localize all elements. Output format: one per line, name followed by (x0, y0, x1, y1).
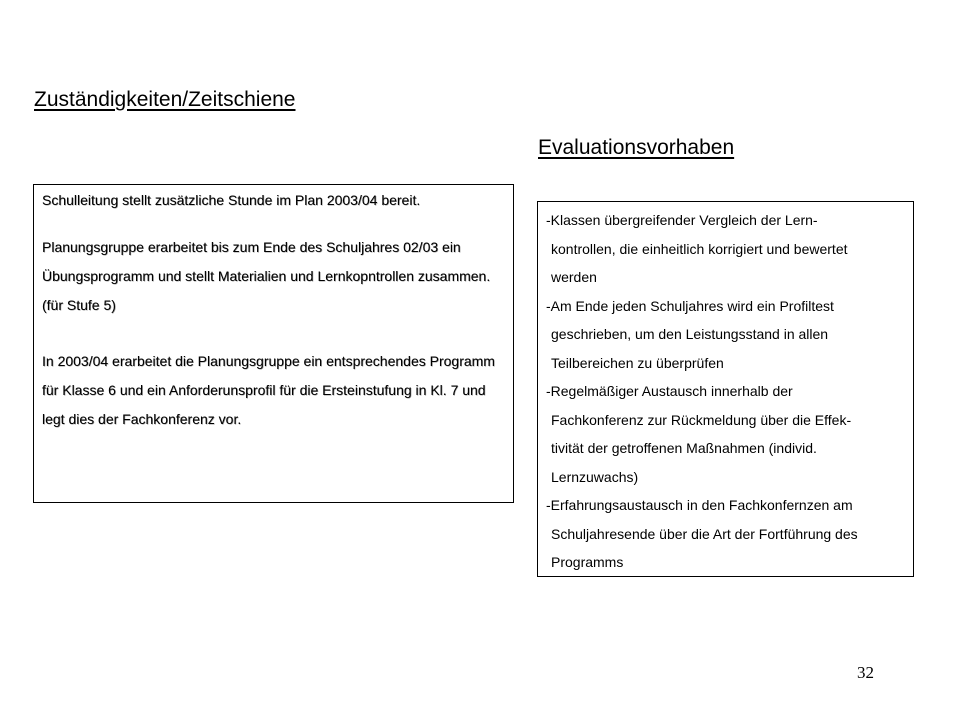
evaluation-line: geschrieben, um den Leistungsstand in allen (551, 326, 829, 342)
paragraph-program-class-6: In 2003/04 erarbeitet die Planungsgruppe ein entsprechendes Programm für Klasse 6 und ein Anforderunsprofil für die Ersteinstufung in Kl. 7 und legt dies der Fachkonferenz vor. (42, 353, 495, 427)
paragraph-planning-group: Planungsgruppe erarbeitet bis zum Ende des Schuljahres 02/03 ein Übungsprogramm und stellt Materialien und Lernkopntrollen zusammen. (für Stufe 5) (42, 239, 491, 313)
responsibilities-box (33, 184, 514, 503)
evaluation-line: kontrollen, die einheitlich korrigiert und bewertet (551, 240, 848, 257)
evaluation-line: -Erfahrungsaustausch in den Fachkonfernzen am (546, 497, 853, 513)
evaluation-line: Programms (551, 554, 624, 570)
evaluation-line: Fachkonferenz zur Rückmeldung über die Effek- (551, 411, 852, 428)
evaluation-line: Schuljahresende über die Art der Fortführung des (551, 525, 858, 542)
evaluation-box (537, 201, 914, 577)
evaluation-line: Teilbereichen zu überprüfen (551, 354, 724, 371)
paragraph-school-management: Schulleitung stellt zusätzliche Stunde im Plan 2003/04 bereit. (42, 192, 421, 208)
evaluation-line: -Am Ende jeden Schuljahres wird ein Profiltest (546, 297, 834, 314)
evaluation-line: werden (551, 269, 597, 285)
page-number: 32 (857, 663, 874, 682)
evaluation-line: Lernzuwachs) (551, 468, 639, 485)
evaluation-heading: Evaluationsvorhaben (538, 136, 735, 159)
evaluation-line: tivität der getroffenen Maßnahmen (individ. (551, 440, 817, 456)
responsibilities-heading: Zuständigkeiten/Zeitschiene (34, 88, 296, 111)
evaluation-line: -Regelmäßiger Austausch innerhalb der (546, 383, 793, 399)
evaluation-line: -Klassen übergreifender Vergleich der Lern- (546, 212, 818, 228)
